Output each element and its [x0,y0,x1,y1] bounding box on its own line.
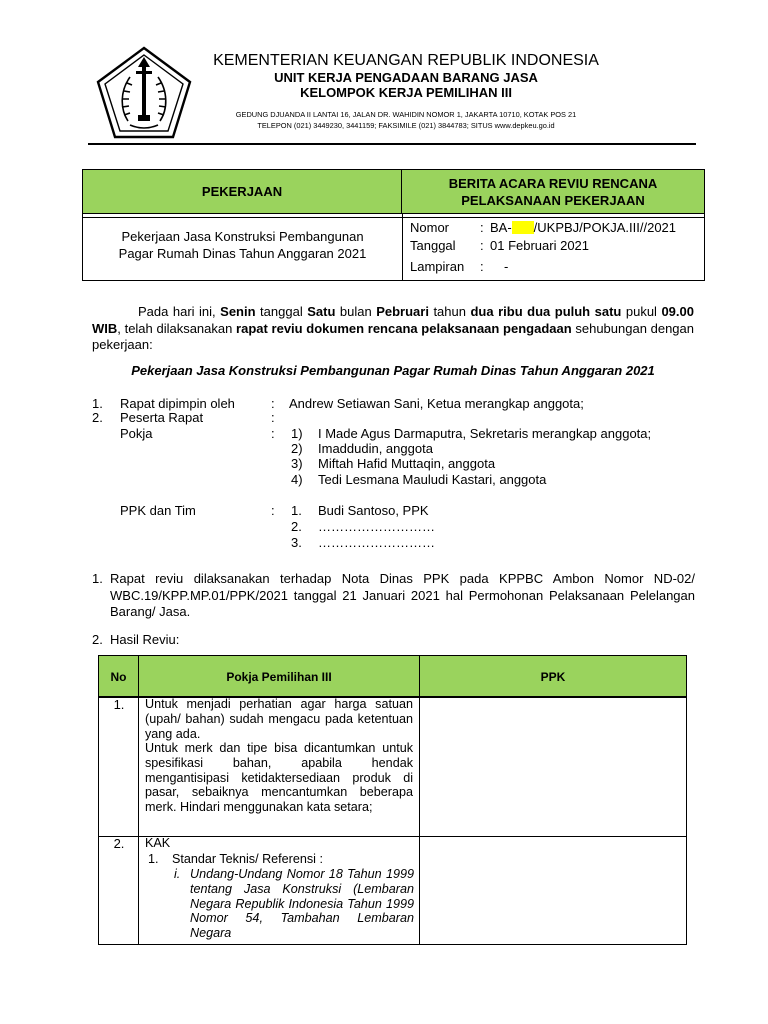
row-number: 2. [113,836,125,851]
ppk-member-number: 3. [291,535,302,550]
ministry-emblem [94,45,194,141]
intro-text: tahun [428,304,471,319]
tanggal-value: 01 Februari 2021 [490,238,590,253]
ppk-label: PPK dan Tim [120,503,196,518]
letterhead-divider [88,143,696,145]
ppk-colon: : [271,503,275,518]
law-number: i. [174,867,181,881]
unit-name: UNIT KERJA PENGADAAN BARANG JASA [274,70,538,85]
review-table [98,655,687,945]
col-divider [419,698,420,945]
point1-text: Rapat reviu dilaksanakan terhadap Nota Dinas PPK pada KPPBC Ambon Nomor ND-02/ WBC.19/KPP.MP.01/PPK/2021 tanggal 21 Januari 2021 hal Permohonan Pelaksanaan Pelelangan Barang/ Jasa. [110,571,695,619]
intro-date: Satu [307,304,336,319]
nomor-prefix: BA- [490,220,512,235]
pokja-member-number: 3) [291,456,303,471]
sub-number: 1. [148,852,159,866]
pokja-label: Pokja [120,426,153,441]
pekerjaan-header: PEKERJAAN [83,170,402,214]
ppk-member-name: ……………………… [318,519,435,534]
berita-acara-line1: BERITA ACARA REVIU RENCANA [448,175,658,191]
ppk-member-number: 1. [291,503,302,518]
group-name: KELOMPOK KERJA PEMILIHAN III [300,85,512,100]
intro-year: dua ribu dua puluh satu [470,304,622,319]
ppk-member-name: ……………………… [318,535,435,550]
nomor-suffix: /UKPBJ/POKJA.III//2021 [533,220,677,235]
pokja-member-number: 1) [291,426,303,441]
kak-label: KAK [145,836,171,850]
lampiran-colon: : [480,259,484,274]
ppk-member-name: Budi Santoso, PPK [318,503,429,518]
nomor-highlight [512,221,534,234]
pokja-member-name: Tedi Lesmana Mauludi Kastari, anggota [318,472,547,487]
header-gap-line [83,214,704,218]
nomor-row [410,220,676,235]
intro-month: Pebruari [376,304,429,319]
row-number: 1. [113,697,125,712]
intro-text: bulan [335,304,377,319]
ppk-member-number: 2. [291,519,302,534]
pokja-member-number: 4) [291,472,303,487]
header-table [82,169,705,281]
pokja-member-name: I Made Agus Darmaputra, Sekretaris merangkap anggota; [318,426,652,441]
pokja-member-name: Miftah Hafid Muttaqin, anggota [318,456,496,471]
col-header-ppk: PPK [420,656,686,698]
berita-acara-line2: PELAKSANAAN PEKERJAAN [461,192,645,208]
column-divider [402,214,403,281]
lampiran-label: Lampiran [410,259,465,274]
item1-colon: : [271,396,275,411]
point2-text: Hasil Reviu: [110,632,180,647]
lampiran-row [410,259,508,274]
address-line: GEDUNG DJUANDA II LANTAI 16, JALAN DR. WAHIDIN NOMOR 1, JAKARTA 10710, KOTAK POS 21 [235,110,577,119]
intro-meeting: rapat reviu dokumen rencana pelaksanaan pengadaan [236,320,572,336]
intro-paragraph [92,304,694,354]
row-divider [99,836,686,837]
intro-text: pukul [621,304,662,319]
intro-day: Senin [220,304,256,319]
job-title-line2: Pagar Rumah Dinas Tahun Anggaran 2021 [118,246,367,261]
lampiran-value: - [504,259,509,274]
item1-number: 1. [92,396,103,411]
tanggal-row [410,238,589,253]
col-header-no: No [99,656,139,698]
point2-number: 2. [92,632,103,647]
sub-label: Standar Teknis/ Referensi : [172,852,323,866]
intro-text: sehubungan dengan pekerjaan: [92,320,694,352]
job-subject: Pekerjaan Jasa Konstruksi Pembangunan Pagar Rumah Dinas Tahun Anggaran 2021 [131,363,655,378]
item1-label: Rapat dipimpin oleh [120,396,235,411]
tanggal-label: Tanggal [410,238,456,253]
item2-label: Peserta Rapat [120,410,204,425]
col-divider [138,698,139,945]
item2-number: 2. [92,410,103,425]
intro-text: , telah dilaksanakan [117,320,237,336]
ministry-name: KEMENTERIAN KEUANGAN REPUBLIK INDONESIA [213,52,599,69]
intro-time: 09.00 WIB [92,304,694,336]
tanggal-colon: : [480,238,484,253]
pokja-member-name: Imaddudin, anggota [318,441,433,456]
berita-acara-header [402,170,704,214]
intro-text: Pada hari ini, [138,304,221,319]
nomor-label: Nomor [410,220,450,235]
job-title-line1: Pekerjaan Jasa Konstruksi Pembangunan [121,229,364,244]
item2-colon: : [271,410,275,425]
pokja-member-number: 2) [291,441,303,456]
law-text: Undang-Undang Nomor 18 Tahun 1999 tentang Jasa Konstruksi (Lembaran Negara Republik Indonesia Tahun 1999 Nomor 54, Tambahan Lembaran Negara [190,867,414,941]
point1-number: 1. [92,571,103,586]
col-header-pokja: Pokja Pemilihan III [139,656,420,698]
contact-line: TELEPON (021) 3449230, 3441159; FAKSIMILE (021) 3844783; SITUS www.depkeu.go.id [257,121,555,130]
intro-text: tanggal [255,304,308,319]
job-title [83,228,402,262]
pokja-colon: : [271,426,275,441]
item1-value: Andrew Setiawan Sani, Ketua merangkap anggota; [289,396,584,411]
nomor-colon: : [480,220,484,235]
review-text: Untuk merk dan tipe bisa dicantumkan untuk spesifikasi bahan, apabila hendak mengantisipasi ketidaktersediaan produk di pasar, sebaiknya mencantumkan beberapa merk. Hindari menggunakan kata setara; [145,741,413,815]
review-text: Untuk menjadi perhatian agar harga satuan (upah/ bahan) sudah mengacu pada ketentuan yang ada. [145,697,413,741]
